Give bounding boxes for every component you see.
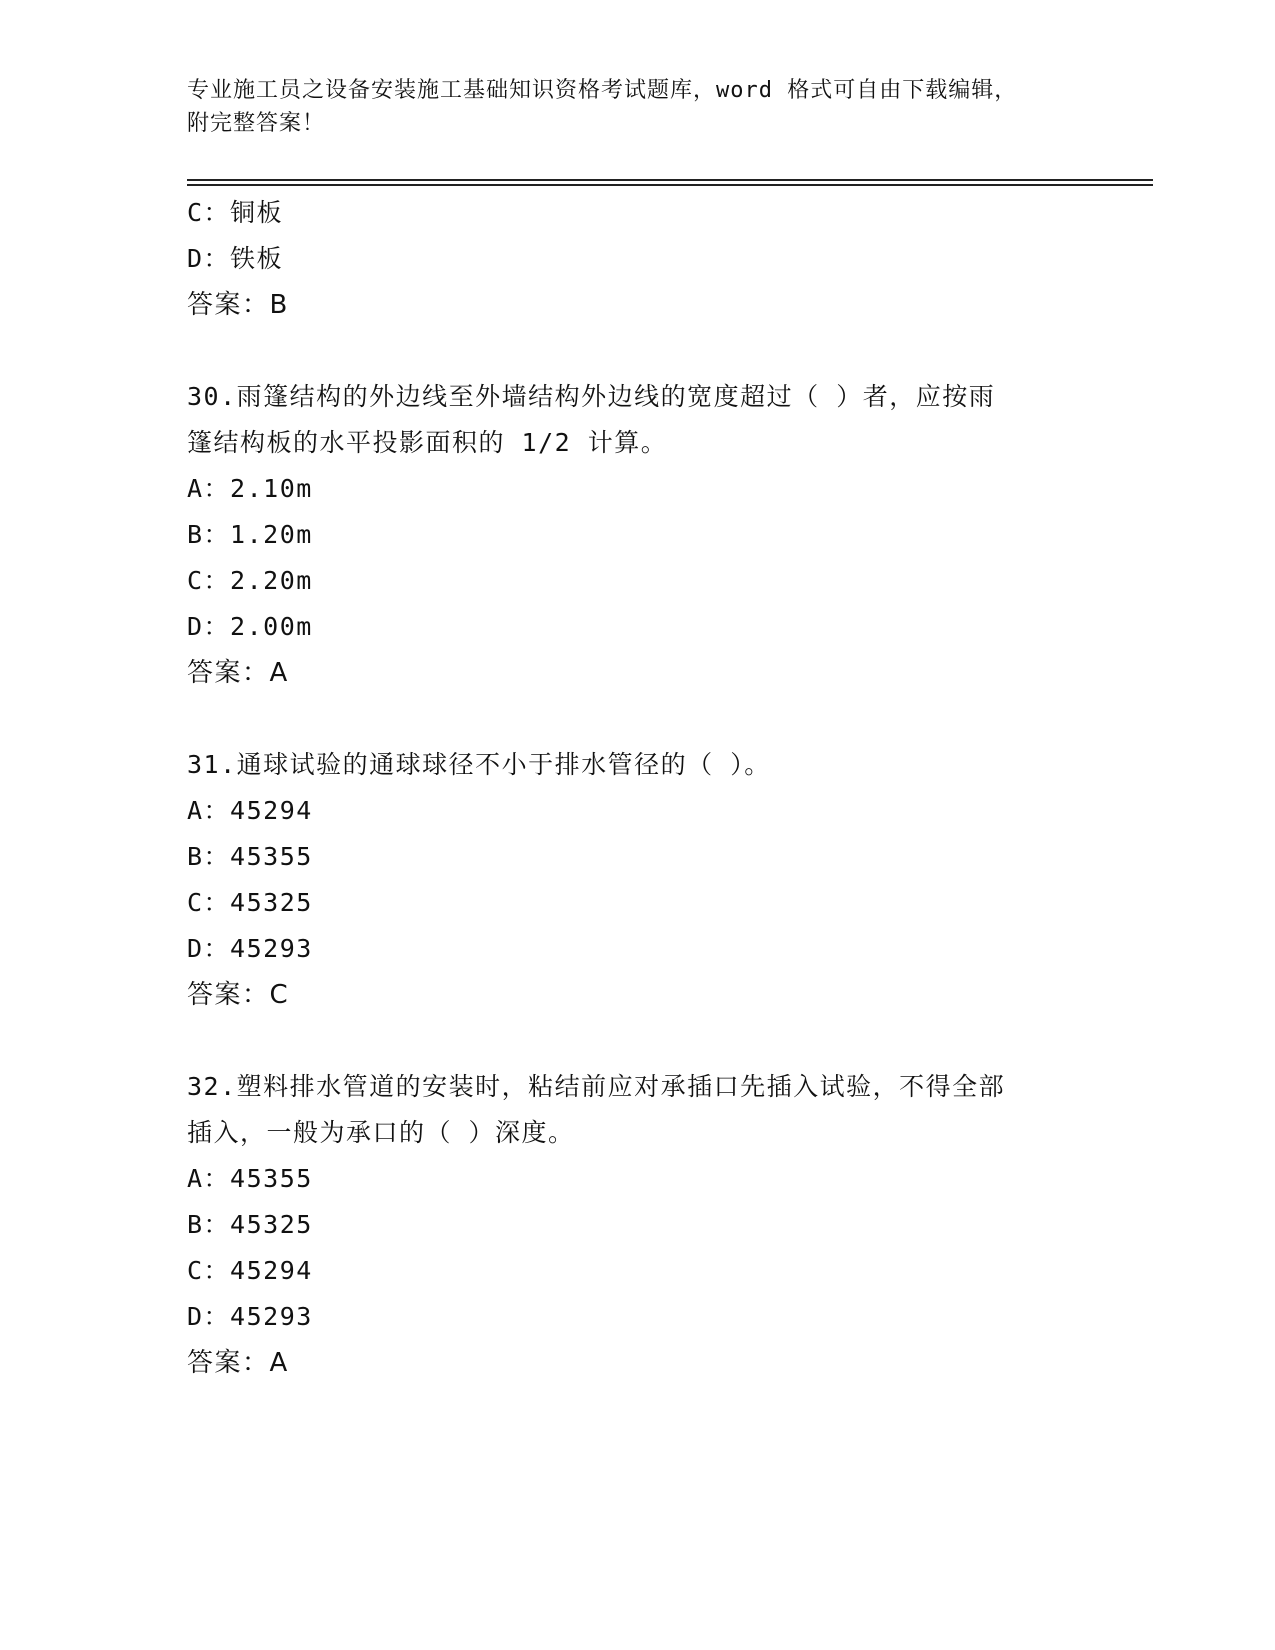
option-d: D：45293 bbox=[187, 1302, 313, 1331]
option-b: B：45325 bbox=[187, 1210, 313, 1239]
question-list bbox=[187, 190, 1107, 1386]
question-31 bbox=[187, 742, 1107, 1018]
question-32 bbox=[187, 1064, 1107, 1386]
question-text-line-1: 32.塑料排水管道的安装时，粘结前应对承插口先插入试验，不得全部 bbox=[187, 1072, 1006, 1101]
answer: 答案：B bbox=[187, 290, 289, 320]
option-d: D：铁板 bbox=[187, 244, 284, 273]
question-text-line-1: 31.通球试验的通球球径不小于排水管径的（ ）。 bbox=[187, 750, 771, 779]
option-a: A：45294 bbox=[187, 796, 313, 825]
question-text-line-2: 插入，一般为承口的（ ）深度。 bbox=[187, 1118, 575, 1147]
header-line-2: 附完整答案！ bbox=[187, 111, 326, 136]
header-divider bbox=[187, 179, 1153, 189]
option-d: D：2.00m bbox=[187, 612, 313, 641]
question-30 bbox=[187, 374, 1107, 696]
answer: 答案：A bbox=[187, 658, 289, 688]
header-line-1: 专业施工员之设备安装施工基础知识资格考试题库，word 格式可自由下载编辑， bbox=[187, 78, 1018, 103]
divider-line-top bbox=[187, 179, 1153, 181]
answer: 答案：C bbox=[187, 980, 290, 1010]
option-c: C：45325 bbox=[187, 888, 313, 917]
divider-line-bottom bbox=[187, 184, 1153, 186]
question-29-tail bbox=[187, 190, 1107, 328]
question-text-line-2: 篷结构板的水平投影面积的 1/2 计算。 bbox=[187, 428, 668, 457]
question-text-line-1: 30.雨篷结构的外边线至外墙结构外边线的宽度超过（ ）者，应按雨 bbox=[187, 382, 996, 411]
option-a: A：2.10m bbox=[187, 474, 313, 503]
option-c: C：45294 bbox=[187, 1256, 313, 1285]
option-b: B：1.20m bbox=[187, 520, 313, 549]
document-header bbox=[187, 74, 1087, 140]
option-d: D：45293 bbox=[187, 934, 313, 963]
option-a: A：45355 bbox=[187, 1164, 313, 1193]
answer: 答案：A bbox=[187, 1348, 289, 1378]
option-c: C：铜板 bbox=[187, 198, 284, 227]
option-c: C：2.20m bbox=[187, 566, 313, 595]
option-b: B：45355 bbox=[187, 842, 313, 871]
